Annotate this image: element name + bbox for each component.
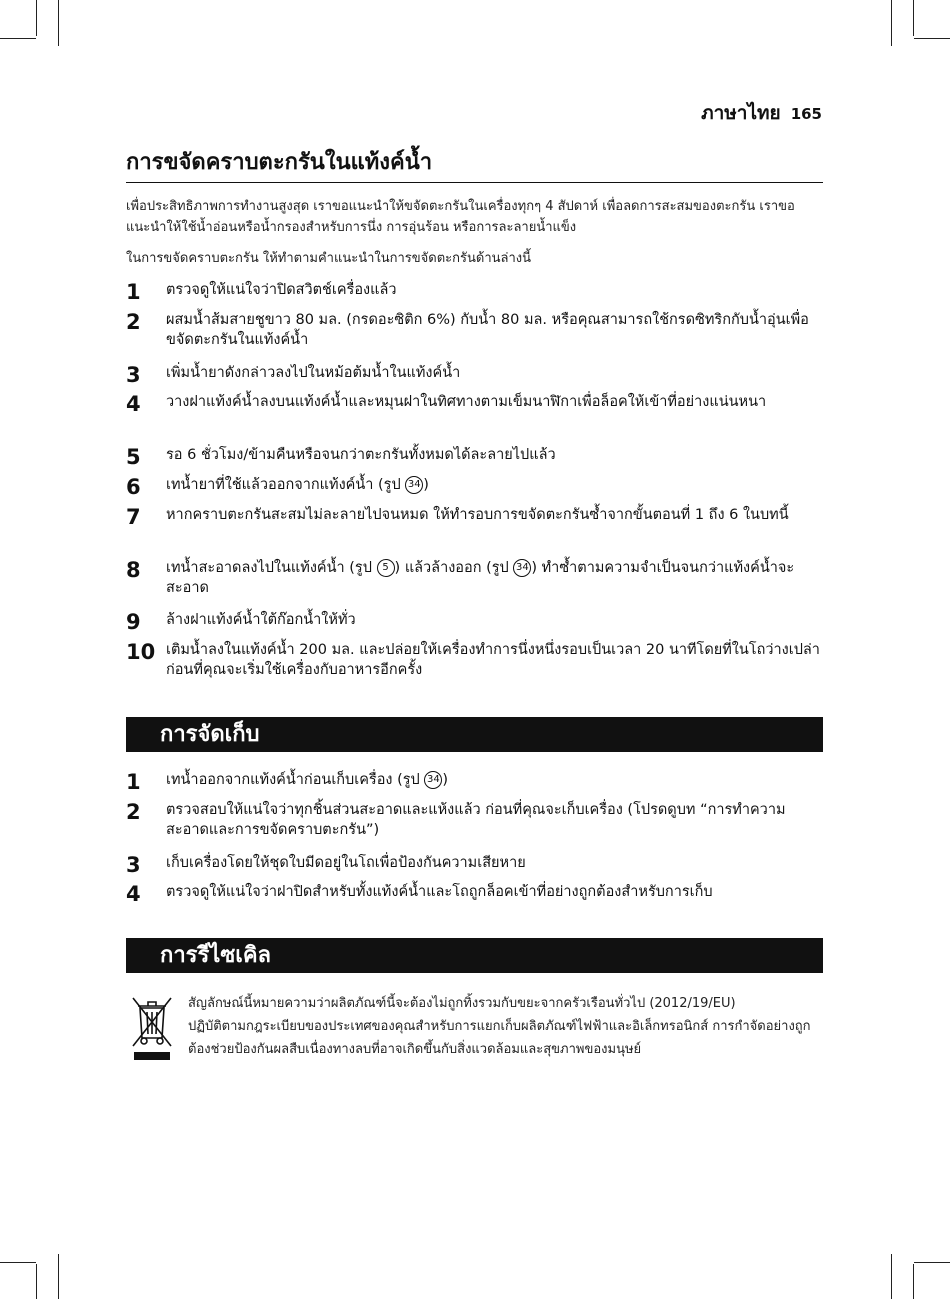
step-number: 2 [126, 310, 141, 334]
step-text: ล้างฝาแท้งค์น้ำใต้ก๊อกน้ำให้ทั่ว [166, 612, 356, 628]
step-text-part: ) [423, 477, 429, 493]
step-number: 10 [126, 640, 156, 664]
step-text-part: เทน้ำออกจากแท้งค์น้ำก่อนเก็บเครื่อง (รูป [166, 772, 425, 788]
crossed-out-wheelie-bin-icon [130, 994, 174, 1068]
header-language: ภาษาไทย [701, 102, 781, 124]
step-text [166, 558, 826, 598]
crop-mark [36, 1264, 37, 1299]
figure-ref: 5 [377, 559, 395, 577]
step-text: ตรวจดูให้แน่ใจว่าฝาปิดสำหรับทั้งแท้งค์น้ำและโถถูกล็อคเข้าที่อย่างถูกต้องสำหรับการเก็บ [166, 884, 713, 900]
list-item [126, 392, 826, 416]
step-number: 3 [126, 363, 141, 387]
step-text: ตรวจดูให้แน่ใจว่าปิดสวิตช์เครื่องแล้ว [166, 282, 397, 298]
step-text-part: เทน้ำยาที่ใช้แล้วออกจากแท้งค์น้ำ (รูป [166, 477, 406, 493]
page-header [701, 98, 822, 128]
step-text-part: เทน้ำสะอาดลงไปในแท้งค์น้ำ (รูป [166, 560, 377, 576]
descaling-intro-2: ในการขจัดคราบตะกรัน ให้ทำตามคำแนะนำในการขจัดตะกรันด้านล่างนี้ [126, 251, 532, 266]
step-text: รอ 6 ชั่วโมง/ข้ามคืนหรือจนกว่าตะกรันทั้งหมดได้ละลายไปแล้ว [166, 447, 556, 463]
crop-mark [914, 1262, 950, 1263]
step-number: 2 [126, 800, 141, 824]
step-text [166, 475, 826, 495]
step-number: 1 [126, 280, 141, 304]
descaling-title: การขจัดคราบตะกรันในแท้งค์น้ำ [126, 146, 823, 183]
crop-mark [913, 1264, 914, 1299]
recycling-text-1: สัญลักษณ์นี้หมายความว่าผลิตภัณฑ์นี้จะต้องไม่ถูกทิ้งรวมกับขยะจากครัวเรือนทั่วไป (2012/19/EU) [188, 996, 736, 1011]
step-number: 3 [126, 853, 141, 877]
crop-mark [891, 0, 892, 46]
list-item [126, 445, 826, 469]
list-item [126, 310, 826, 350]
step-text: ตรวจสอบให้แน่ใจว่าทุกชิ้นส่วนสะอาดและแห้งแล้ว ก่อนที่คุณจะเก็บเครื่อง (โปรดดูบท “การทำความสะอาดและการขจัดคราบตะกรัน”) [166, 802, 786, 838]
step-number: 5 [126, 445, 141, 469]
step-number: 1 [126, 770, 141, 794]
list-item [126, 640, 826, 680]
step-number: 6 [126, 475, 141, 499]
recycling-text [188, 992, 828, 1061]
step-number: 7 [126, 505, 141, 529]
crop-mark [58, 1254, 59, 1299]
step-number: 4 [126, 392, 141, 416]
crop-mark [891, 1254, 892, 1299]
step-text: วางฝาแท้งค์น้ำลงบนแท้งค์น้ำและหมุนฝาในทิศทางตามเข็มนาฬิกาเพื่อล็อคให้เข้าที่อย่างแน่นหนา [166, 394, 767, 410]
crop-mark [913, 0, 914, 36]
crop-mark [36, 0, 37, 36]
storage-title: การจัดเก็บ [126, 717, 823, 752]
crop-mark [0, 38, 36, 39]
crop-mark [914, 38, 950, 39]
step-text: หากคราบตะกรันสะสมไม่ละลายไปจนหมด ให้ทำรอบการขจัดตะกรันซ้ำจากขั้นตอนที่ 1 ถึง 6 ในบทนี้ [166, 507, 789, 523]
figure-ref: 34 [513, 559, 531, 577]
recycling-title: การรีไซเคิล [126, 938, 823, 973]
step-number: 8 [126, 558, 141, 582]
step-text: ผสมน้ำส้มสายชูขาว 80 มล. (กรดอะซิติก 6%) กับน้ำ 80 มล. หรือคุณสามารถใช้กรดซิทริกกับน้ำอุ่นเพื่อขจัดตะกรันในแท้งค์น้ำ [166, 312, 809, 348]
step-text: เก็บเครื่องโดยให้ชุดใบมีดอยู่ในโถเพื่อป้องกันความเสียหาย [166, 855, 526, 871]
list-item [126, 280, 826, 304]
step-number: 4 [126, 882, 141, 906]
step-text-part: ) แล้วล้างออก (รูป [394, 560, 514, 576]
step-text-part: ) [442, 772, 449, 788]
list-item [126, 475, 826, 499]
figure-ref: 34 [405, 476, 423, 494]
step-text: เพิ่มน้ำยาดังกล่าวลงไปในหม้อต้มน้ำในแท้งค์น้ำ [166, 365, 461, 381]
list-item [126, 558, 826, 598]
figure-ref: 34 [424, 771, 442, 789]
list-item [126, 770, 826, 794]
recycling-text-2: ปฏิบัติตามกฎระเบียบของประเทศของคุณสำหรับการแยกเก็บผลิตภัณฑ์ไฟฟ้าและอิเล็กทรอนิกส์ การกำจัดอย่างถูกต้องช่วยป้องกันผลสืบเนื่องทางลบที่อาจเกิดขึ้นกับสิ่งแวดล้อมและสุขภาพของมนุษย์ [188, 1019, 811, 1057]
list-item [126, 800, 826, 840]
list-item [126, 505, 826, 529]
list-item [126, 610, 826, 634]
descaling-intro-1: เพื่อประสิทธิภาพการทำงานสูงสุด เราขอแนะนำให้ขจัดตะกรันในเครื่องทุกๆ 4 สัปดาห์ เพื่อลดการสะสมของตะกรัน เราขอแนะนำให้ใช้น้ำอ่อนหรือน้ำกรองสำหรับการนึ่ง การอุ่นร้อน หรือการละลายน้ำแข็ง [126, 199, 795, 235]
step-text-part: ) ทำซ้ำตามความจำเป็นจนกว่าแท้งค์น้ำจะสะอาด [166, 560, 795, 596]
crop-mark [0, 1262, 36, 1263]
list-item [126, 363, 826, 387]
step-number: 9 [126, 610, 141, 634]
step-text [166, 770, 826, 790]
list-item [126, 853, 826, 877]
list-item [126, 882, 826, 906]
page-number: 165 [790, 105, 822, 123]
crop-mark [58, 0, 59, 46]
step-text: เติมน้ำลงในแท้งค์น้ำ 200 มล. และปล่อยให้เครื่องทำการนึ่งหนึ่งรอบเป็นเวลา 20 นาทีโดยที่ในโถว่างเปล่า ก่อนที่คุณจะเริ่มใช้เครื่องกับอาหารอีกครั้ง [166, 642, 820, 678]
